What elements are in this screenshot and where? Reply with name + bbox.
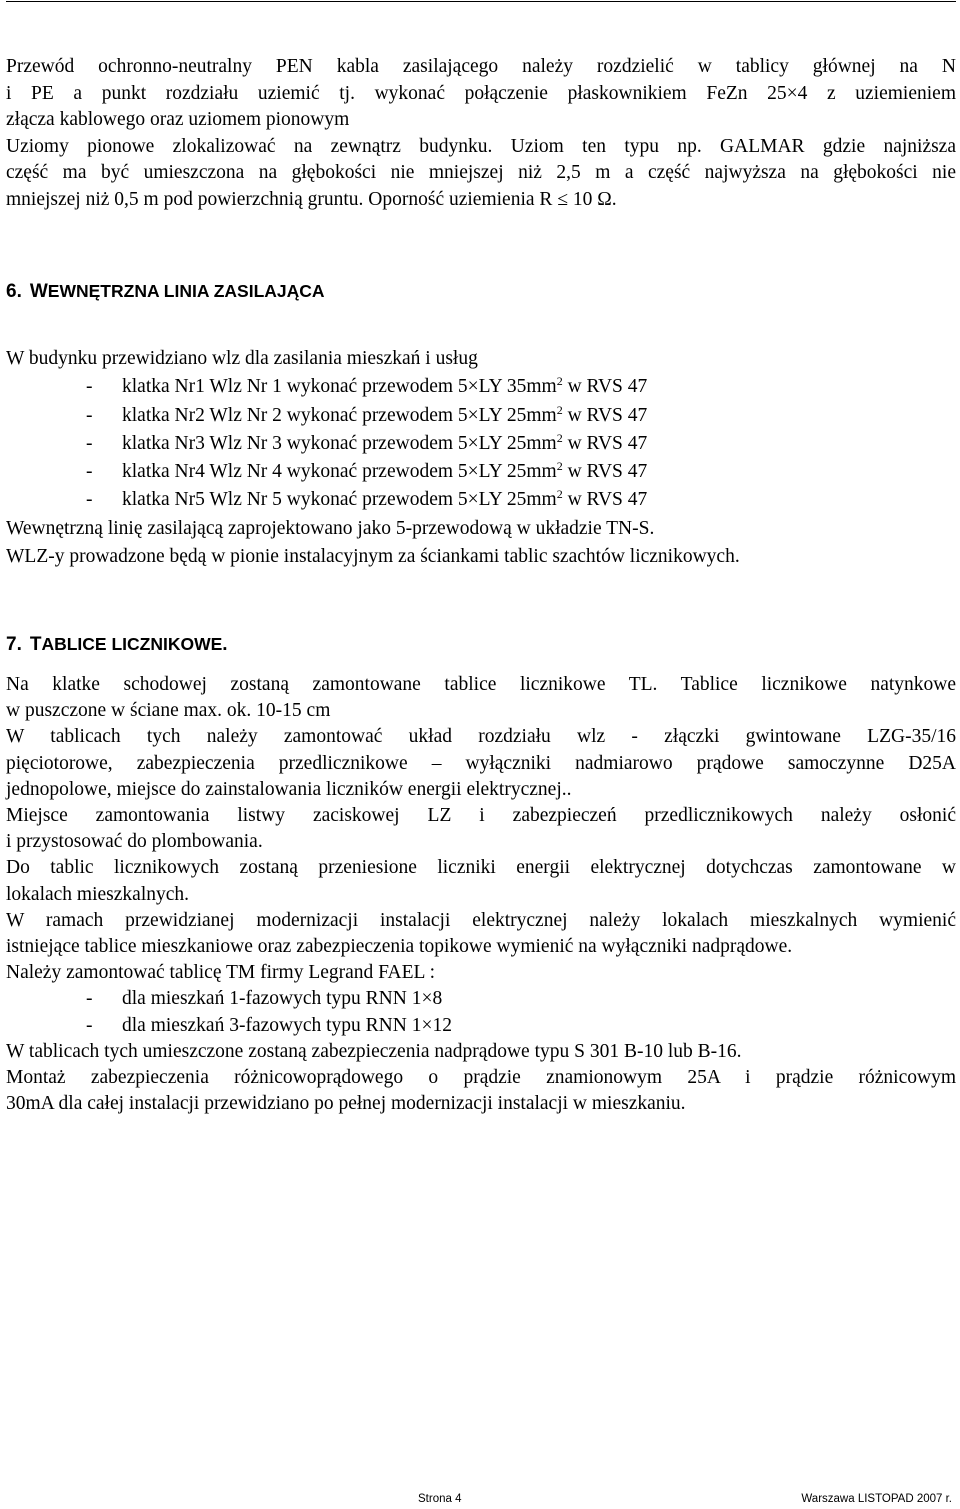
section-6-body bbox=[6, 345, 956, 571]
text-line: 30mA dla całej instalacji przewidziano po pełnej modernizacji instalacji w mieszkaniu. bbox=[6, 1093, 686, 1115]
text-line: lokalach mieszkalnych. bbox=[6, 883, 190, 905]
list-item: - klatka Nr2 Wlz Nr 2 wykonać przewodem 5×LY $25mm^2$ w RVS 47 bbox=[86, 402, 648, 426]
text-line: jednopolowe, miejsce do zainstalowania liczników energii elektrycznej.. bbox=[6, 778, 572, 800]
footer-place-date: Warszawa LISTOPAD 2007 r. bbox=[801, 1493, 952, 1505]
list-item: - klatka Nr4 Wlz Nr 4 wykonać przewodem 5×LY $25mm^2$ w RVS 47 bbox=[86, 459, 648, 483]
text-line: Uziomy pionowe zlokalizować na zewnątrz budynku. Uziom ten typu np. GALMAR gdzie najniższa bbox=[6, 135, 956, 157]
text-line: w puszczone w ściane max. ok. 10-15 cm bbox=[6, 700, 331, 722]
text-line: i przystosować do plombowania. bbox=[6, 831, 263, 853]
text-line: W tablicach tych umieszczone zostaną zabezpieczenia nadprądowe typu S 301 B-10 lub B-16. bbox=[6, 1040, 742, 1062]
page-number: Strona 4 bbox=[418, 1493, 462, 1505]
text-line: Na klatke schodowej zostaną zamontowane tablice licznikowe TL. Tablice licznikowe natynkowe bbox=[6, 674, 956, 695]
text-line: część ma być umieszczona na głębokości nie mniejszej niż 2,5 m a część najwyższa na głębokości nie bbox=[6, 162, 956, 184]
section-number: 6. bbox=[6, 281, 22, 302]
grounding-section bbox=[6, 54, 956, 214]
text-line: W ramach przewidzianej modernizacji instalacji elektrycznej należy lokalach mieszkalnych wymienić bbox=[6, 909, 956, 931]
section-7-heading bbox=[6, 634, 228, 656]
text-line: Wewnętrzną linię zasilającą zaprojektowano jako 5-przewodową w układzie TN-S. bbox=[6, 517, 655, 539]
heading-rest: EWNĘTRZNA LINIA ZASILAJĄCA bbox=[47, 281, 325, 301]
list-item: - dla mieszkań 1-fazowych typu RNN 1×8 bbox=[86, 988, 443, 1010]
heading-rest: ABLICE LICZNIKOWE bbox=[41, 634, 223, 654]
list-item: - dla mieszkań 3-fazowych typu RNN 1×12 bbox=[86, 1014, 452, 1036]
text-line: Do tablic licznikowych zostaną przeniesione liczniki energii elektrycznej dotychczas zamontowane w bbox=[6, 857, 956, 879]
heading-dot: . bbox=[222, 634, 228, 655]
text-line: WLZ-y prowadzone będą w pionie instalacyjnym za ściankami tablic szachtów licznikowych. bbox=[6, 546, 740, 568]
text-line: złącza kablowego oraz uziomem pionowym bbox=[6, 109, 350, 131]
text-line: i PE a punkt rozdziału uziemić tj. wykonać połączenie płaskownikiem FeZn 25×4 z uziemieniem bbox=[6, 82, 956, 104]
text-line: pięciotorowe, zabezpieczenia przedlicznikowe – wyłączniki nadmiarowo prądowe samoczynne D25A bbox=[6, 752, 956, 774]
text-line: mniejszej niż 0,5 m pod powierzchnią gruntu. Oporność uziemienia R ≤ 10 Ω. bbox=[6, 188, 617, 210]
list-item: - klatka Nr1 Wlz Nr 1 wykonać przewodem 5×LY $35mm^2$ w RVS 47 bbox=[86, 374, 648, 398]
section-number: 7. bbox=[6, 634, 22, 655]
list-item: - klatka Nr5 Wlz Nr 5 wykonać przewodem 5×LY $25mm^2$ w RVS 47 bbox=[86, 487, 648, 511]
heading-initial: T bbox=[29, 634, 42, 655]
text-line: W budynku przewidziano wlz dla zasilania mieszkań i usług bbox=[6, 348, 478, 369]
text-line: W tablicach tych należy zamontować układ rozdziału wlz - złączki gwintowane LZG-35/16 bbox=[6, 726, 956, 748]
list-item: - klatka Nr3 Wlz Nr 3 wykonać przewodem 5×LY $25mm^2$ w RVS 47 bbox=[86, 430, 648, 454]
section-7-body bbox=[6, 672, 956, 1117]
text-line: Montaż zabezpieczenia różnicowoprądowego o prądzie znamionowym 25A i prądzie różnicowym bbox=[6, 1067, 956, 1089]
text-line: istniejące tablice mieszkaniowe oraz zabezpieczenia topikowe wymienić na wyłączniki nadprądowe. bbox=[6, 936, 793, 958]
text-line: Miejsce zamontowania listwy zaciskowej LZ i zabezpieczeń przedlicznikowych należy osłonić bbox=[6, 805, 956, 827]
text-line: Należy zamontować tablicę TM firmy Legrand FAEL : bbox=[6, 962, 436, 984]
text-line: Przewód ochronno-neutralny PEN kabla zasilającego należy rozdzielić w tablicy głównej na N bbox=[6, 56, 956, 77]
heading-initial: W bbox=[29, 281, 48, 302]
section-6-heading bbox=[6, 281, 325, 303]
top-rule bbox=[6, 1, 956, 2]
